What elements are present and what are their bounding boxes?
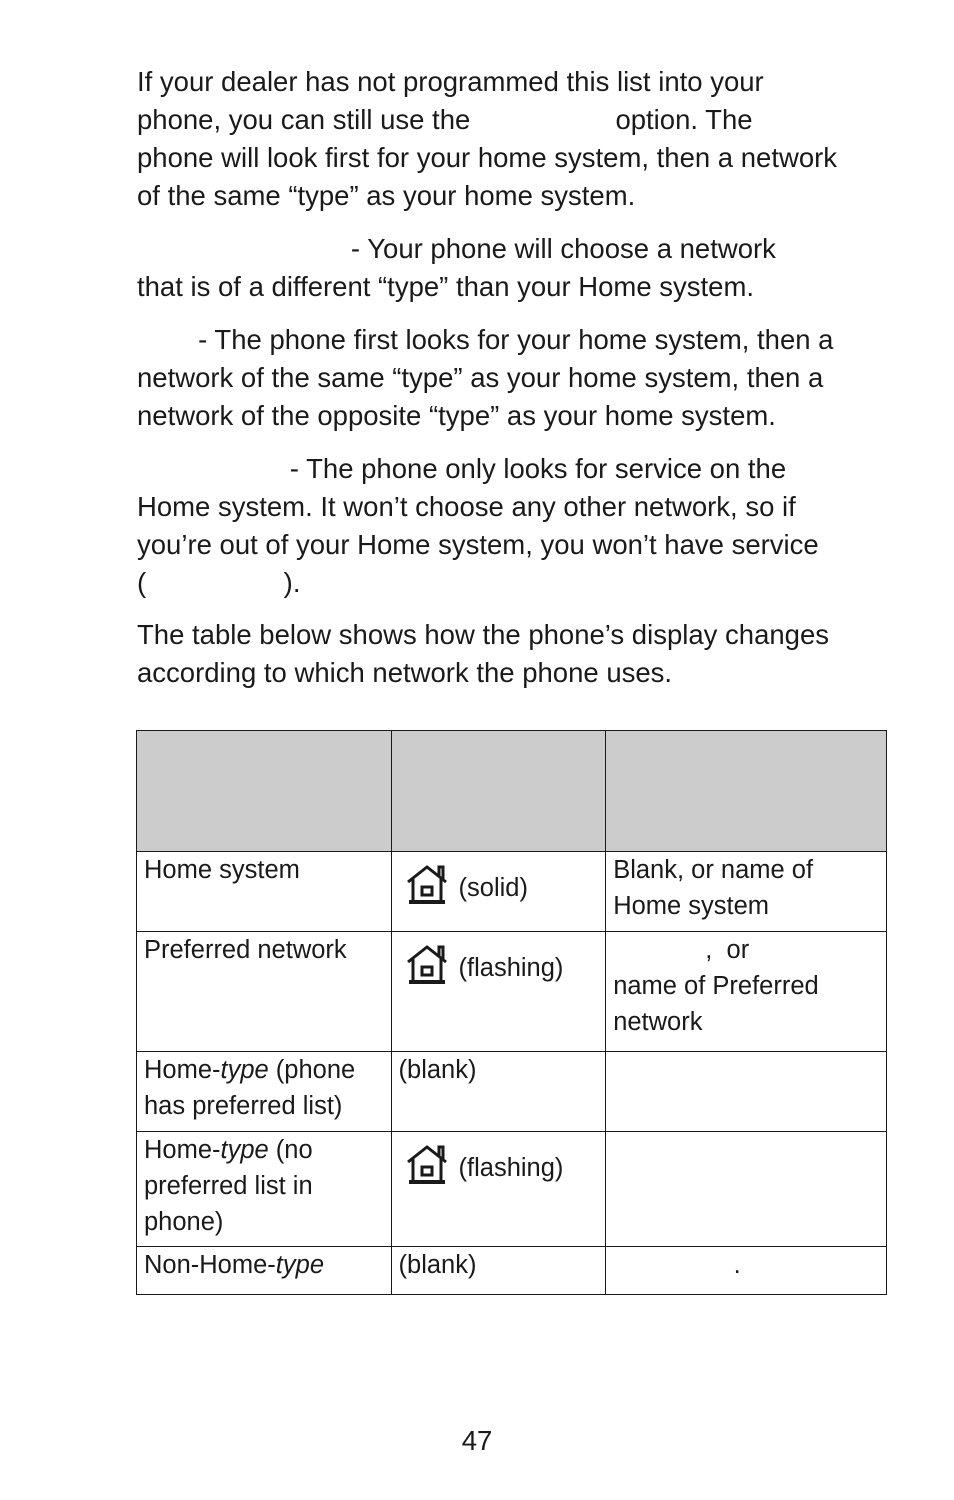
text-line: network of the same “type” as your home system, then a [137,362,824,393]
network-type-word: type [275,1251,324,1279]
text-line: The table below shows how the phone’s display changes [137,619,830,650]
header-cell [137,731,392,852]
display-cell [606,1247,887,1295]
display-text: . [613,1251,741,1279]
paragraph-automatic [137,321,882,435]
header-cell [391,731,606,852]
text-line: network of the opposite “type” as your home system. [137,400,776,431]
display-text: name of Preferred [613,972,819,1000]
text-line: Home system. It won’t choose any other network, so if [137,491,796,522]
home-icon [403,942,451,986]
text-line: - The phone only looks for service on the [137,453,787,484]
table-row [137,1132,887,1247]
network-label: Home- [144,1136,221,1164]
display-text: , or [613,936,750,964]
network-label: Home- [144,1056,221,1084]
network-type-word: type [220,1056,269,1084]
network-display-table [136,730,887,1295]
text-line: that is of a different “type” than your Home system. [137,271,754,302]
text-line: - Your phone will choose a network [137,233,776,264]
text-line: - The phone first looks for your home system, then a [137,324,834,355]
network-cell [137,1132,392,1247]
display-cell [606,1052,887,1132]
indicator-cell [391,1132,606,1247]
network-label: Home system [144,856,300,884]
text-line: ( ). [137,567,301,598]
indicator-state: (flashing) [458,1154,564,1182]
text-line: phone, you can still use the option. The [137,104,753,135]
display-text: Blank, or name of [613,856,814,884]
network-cell [137,932,392,1052]
indicator-cell [391,852,606,932]
table-header-row [137,731,887,852]
table-row [137,932,887,1052]
display-cell [606,1132,887,1247]
network-suffix: (no preferred list in phone) [144,1136,313,1236]
indicator-cell [391,1052,606,1132]
network-type-word: type [220,1136,269,1164]
indicator-state: (blank) [398,1251,477,1279]
paragraph-preferred-list [137,63,882,215]
network-cell [137,852,392,932]
header-cell [606,731,887,852]
display-cell [606,932,887,1052]
indicator-state: (flashing) [458,954,564,982]
network-suffix: (phone has preferred list) [144,1056,356,1120]
paragraph-opposite-type [137,230,882,306]
network-label: Preferred network [144,936,347,964]
page-number: 47 [461,1425,493,1456]
indicator-cell [391,1247,606,1295]
display-cell [606,852,887,932]
indicator-state: (blank) [398,1056,477,1084]
table-row [137,852,887,932]
indicator-cell [391,932,606,1052]
table-row [137,1247,887,1295]
home-icon [403,1142,451,1186]
text-line: If your dealer has not programmed this list into your [137,66,764,97]
network-label: Non-Home- [144,1251,276,1279]
network-cell [137,1247,392,1295]
display-text: Home system [613,892,770,920]
paragraph-table-intro [137,616,882,692]
home-icon [403,862,451,906]
display-text: network [613,1008,703,1036]
text-line: of the same “type” as your home system. [137,180,636,211]
text-line: you’re out of your Home system, you won’t have service [137,529,819,560]
table-row [137,1052,887,1132]
network-cell [137,1052,392,1132]
paragraph-home-only [137,450,882,602]
text-line: according to which network the phone uses. [137,657,673,688]
indicator-state: (solid) [458,874,528,902]
text-line: phone will look first for your home system, then a network [137,142,838,173]
